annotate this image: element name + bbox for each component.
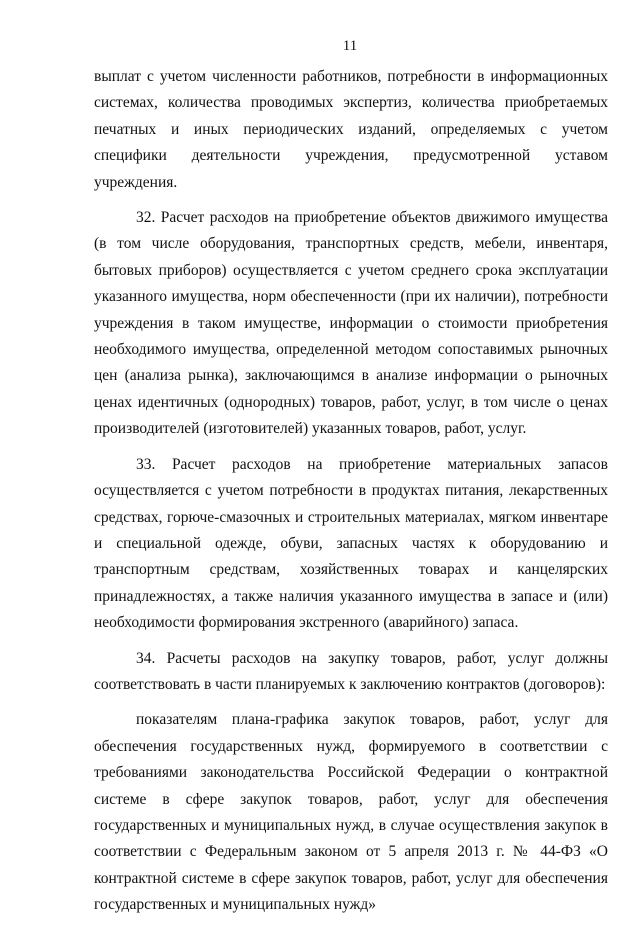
page-number: 11 — [342, 38, 358, 54]
paragraph-continuation: выплат с учетом численности работников, потребности в информационных системах, количества проводимых экспертиз, количества приобретаемых печатных и иных периодических изданий, определяемых с учетом специфики деятельности учреждения, предусмотренной уставом учреждения. — [94, 68, 608, 191]
document-body — [94, 64, 608, 928]
paragraph-33: 33. Расчет расходов на приобретение материальных запасов осуществляется с учетом потребности в продуктах питания, лекарственных средствах, горюче-смазочных и строительных материалах, мягком инвентаре и специальной одежде, обуви, запасных частях к оборудованию и транспортным средствам, хозяйственных товарах и канцелярских принадлежностях, а также наличия указанного имущества в запасе и (или) необходимости формирования экстренного (аварийного) запаса. — [94, 455, 608, 632]
paragraph-32: 32. Расчет расходов на приобретение объектов движимого имущества (в том числе оборудования, транспортных средств, мебели, инвентаря, бытовых приборов) осуществляется с учетом среднего срока эксплуатации указанного имущества, норм обеспеченности (при их наличии), потребности учреждения в таком имуществе, информации о стоимости приобретения необходимого имущества, определенной методом сопоставимых рыночных цен (анализа рынка), заключающимся в анализе информации о рыночных ценах идентичных (однородных) товаров, работ, услуг, в том числе о ценах производителей (изготовителей) указанных товаров, работ, услуг. — [94, 209, 608, 438]
paragraph-34: 34. Расчеты расходов на закупку товаров, работ, услуг должны соответствовать в части планируемых к заключению контрактов (договоров): — [94, 649, 608, 693]
paragraph-34-subitem: показателям плана-графика закупок товаров, работ, услуг для обеспечения государственных нужд, формируемого в соответствии с требованиями законодательства Российской Федерации о контрактной системе в сфере закупок товаров, работ, услуг для обеспечения государственных и муниципальных нужд, в случае осуществления закупок в соответствии с Федеральным законом от 5 апреля 2013 г. № 44-ФЗ «О контрактной системе в сфере закупок товаров, работ, услуг для обеспечения государственных и муниципальных нужд» — [94, 711, 608, 914]
